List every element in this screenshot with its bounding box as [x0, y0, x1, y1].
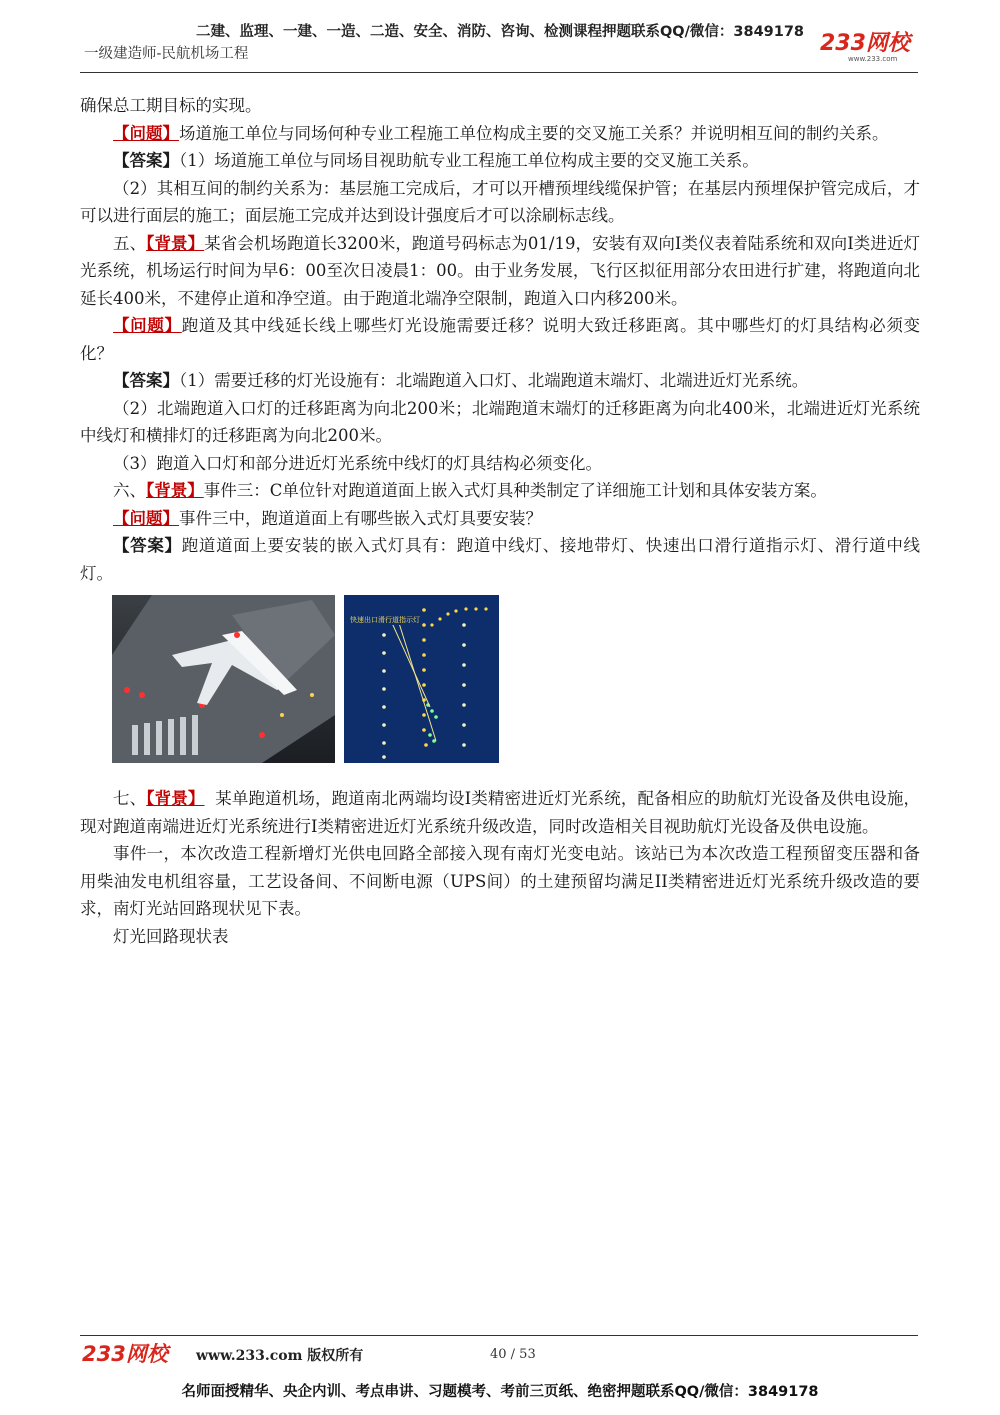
- figure-row: [112, 595, 920, 777]
- header-divider: [80, 72, 918, 73]
- background-text: 某单跑道机场，跑道南北两端均设I类精密进近灯光系统，配备相应的助航灯光设备及供电设施，现对跑道南端进近灯光系统进行I类精密进近灯光系统升级改造，同时改造相关目视助航灯光设备及供电设施。: [80, 789, 920, 836]
- header-contact: 二建、监理、一建、一造、二造、安全、消防、咨询、检测课程押题联系QQ/微信：3849178: [195, 24, 805, 40]
- question-text: 场道施工单位与同场何种专业工程施工单位构成主要的交叉施工关系？并说明相互间的制约关系。: [179, 123, 889, 143]
- logo-text: 233网校: [820, 31, 910, 56]
- aircraft-landing-photo: [112, 595, 335, 763]
- answer-5-part-3: （3）跑道入口灯和部分进近灯光系统中线灯的灯具结构必须变化。: [113, 453, 602, 473]
- page-number: 40 / 53: [490, 1347, 536, 1362]
- background-text: 事件三：C单位针对跑道道面上嵌入式灯具种类制定了详细施工计划和具体安装方案。: [203, 481, 827, 500]
- paragraph: 确保总工期目标的实现。: [80, 96, 262, 115]
- question-5: [80, 312, 920, 367]
- logo-url: www.233.com: [848, 55, 898, 63]
- answer-1: [80, 147, 920, 175]
- event-1: 事件一，本次改造工程新增灯光供电回路全部接入现有南灯光变电站。该站已为本次改造工程预留变压器和备用柴油发电机组容量，工艺设备间、不间断电源（UPS间）的土建预留均满足II类精密进近灯光系统升级改造的要求，南灯光站回路现状见下表。: [80, 844, 920, 918]
- footer-logo-text: 233网校: [82, 1342, 168, 1366]
- section-7-background: [80, 785, 920, 840]
- answer-5-part-2: （2）北端跑道入口灯的迁移距离为向北200米；北端跑道末端灯的迁移距离为向北400米，北端进近灯光系统中线灯和横排灯的迁移距离为向北200米。: [80, 398, 920, 445]
- table-title: 灯光回路现状表: [113, 926, 229, 946]
- answer-text: （1）需要迁移的灯光设施有：北端跑道入口灯、北端跑道末端灯、北端进近灯光系统。: [179, 371, 809, 390]
- answer-5: [80, 367, 920, 395]
- footer-contact: 名师面授精华、央企内训、考点串讲、习题模考、考前三页纸、绝密押题联系QQ/微信：3849178: [181, 1384, 819, 1400]
- answer-tag: 【答案】: [113, 536, 182, 555]
- footer-divider: [80, 1335, 918, 1336]
- answer-tag: 【答案】: [113, 151, 179, 170]
- answer-6: [80, 532, 920, 587]
- taxiway-lights-diagram: [344, 595, 499, 763]
- section-number: 七、: [113, 789, 147, 808]
- question-6: [80, 505, 920, 533]
- section-number: 五、: [113, 233, 147, 253]
- answer-tag: 【答案】: [113, 371, 179, 390]
- question-tag: 【问题】: [113, 508, 179, 528]
- footer-site: www.233.com 版权所有: [196, 1348, 364, 1364]
- background-tag: 【背景】: [146, 233, 205, 253]
- question-1: [80, 120, 920, 148]
- question-tag: 【问题】: [113, 316, 182, 335]
- diagram-label: 快速出口滑行道指示灯: [350, 616, 420, 624]
- question-text: 跑道及其中线延长线上哪些灯光设施需要迁移？说明大致迁移距离。其中哪些灯的灯具结构必须变化？: [80, 316, 921, 363]
- question-tag: 【问题】: [113, 123, 179, 143]
- background-tag: 【背景】: [146, 481, 204, 500]
- section-number: 六、: [113, 481, 146, 500]
- background-tag: 【背景】: [146, 789, 205, 808]
- brand-logo-top: [818, 28, 918, 64]
- answer-text: （1）场道施工单位与同场目视助航专业工程施工单位构成主要的交叉施工关系。: [179, 151, 759, 170]
- section-5-background: [80, 230, 920, 313]
- background-text: 某省会机场跑道长3200米，跑道号码标志为01/19，安装有双向I类仪表着陆系统和双向I类进近灯光系统，机场运行时间为早6：00至次日凌晨1：00。由于业务发展，飞行区拟征用部分农田进行扩建，将跑道向北延长400米，不建停止道和净空道。由于跑道北端净空限制，跑道入口内移200米。: [80, 233, 921, 308]
- answer-text: 跑道道面上要安装的嵌入式灯具有：跑道中线灯、接地带灯、快速出口滑行道指示灯、滑行道中线灯。: [80, 536, 921, 583]
- question-text: 事件三中，跑道道面上有哪些嵌入式灯具要安装？: [179, 508, 542, 528]
- document-body: [80, 92, 920, 950]
- section-6-background: [80, 477, 920, 505]
- answer-1-part-2: （2）其相互间的制约关系为：基层施工完成后，才可以开槽预埋线缆保护管；在基层内预埋保护管完成后，才可以进行面层的施工；面层施工完成并达到设计强度后才可以涂刷标志线。: [80, 178, 920, 225]
- header-subject: 一级建造师-民航机场工程: [84, 46, 249, 62]
- brand-logo-footer: [82, 1340, 184, 1366]
